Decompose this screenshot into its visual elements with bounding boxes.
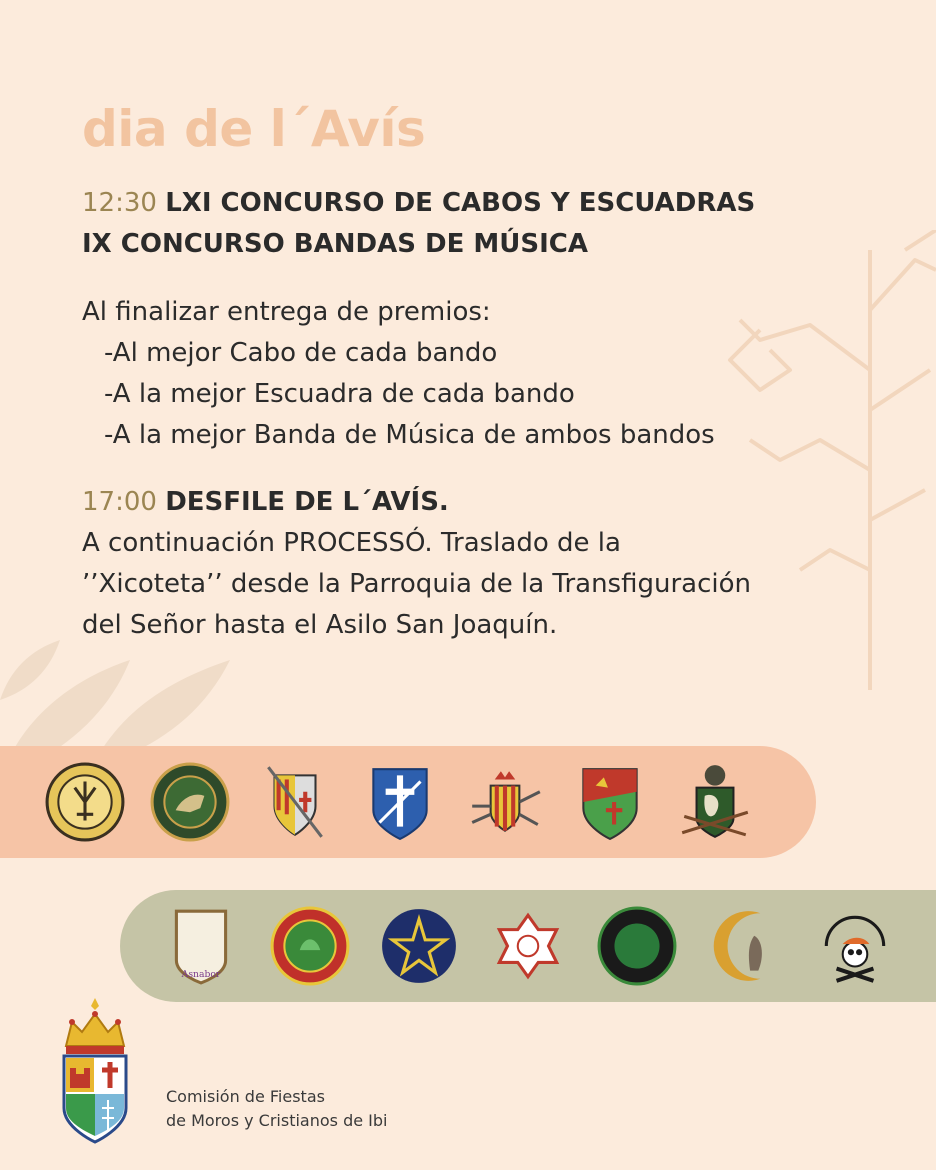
shield-logo-3 [254,761,336,843]
page-title: dia de l´Avís [82,100,426,158]
moros-chumberos-logo [269,905,351,987]
footer [166,1085,387,1133]
awards-list [82,292,715,456]
event-2 [82,482,751,646]
star-logo [487,905,569,987]
comparsa-aben-logo [160,905,242,987]
shield-logo-6 [569,761,651,843]
event-1-line-1: LXI CONCURSO DE CABOS Y ESCUADRAS [165,188,756,218]
event-1-time: 12:30 [82,188,157,218]
moorish-comparsas-band [120,890,936,1002]
logo-text: Asnabor [181,968,221,980]
event-2-heading: DESFILE DE L´AVÍS. [165,487,449,517]
christian-comparsas-band [0,746,816,858]
shield-logo-7 [674,761,756,843]
shield-logo-4 [359,761,441,843]
footer-line-2: de Moros y Cristianos de Ibi [166,1111,388,1130]
crescent-falcon-logo [705,905,787,987]
award-item: -A la mejor Banda de Música de ambos bandos [104,420,715,450]
guardia-negra-logo [596,905,678,987]
shield-logo-5 [464,761,546,843]
tuaregs-logo [378,905,460,987]
comparsa-templarios-logo [149,761,231,843]
piratas-berberiscos-logo [814,905,896,987]
event-2-line: del Señor hasta el Asilo San Joaquín. [82,610,558,640]
event-2-time: 17:00 [82,487,157,517]
award-item: -A la mejor Escuadra de cada bando [104,379,575,409]
event-2-line: A continuación PROCESSÓ. Traslado de la [82,528,621,558]
footer-line-1: Comisión de Fiestas [166,1087,325,1106]
event-1 [82,183,755,265]
event-2-line: ’’Xicoteta’’ desde la Parroquia de la Transfiguración [82,569,751,599]
event-1-line-2: IX CONCURSO BANDAS DE MÚSICA [82,229,588,259]
award-item: -Al mejor Cabo de cada bando [104,338,498,368]
ibi-coat-of-arms [58,996,132,1144]
comparsa-maseros-logo [44,761,126,843]
awards-intro: Al finalizar entrega de premios: [82,297,491,327]
